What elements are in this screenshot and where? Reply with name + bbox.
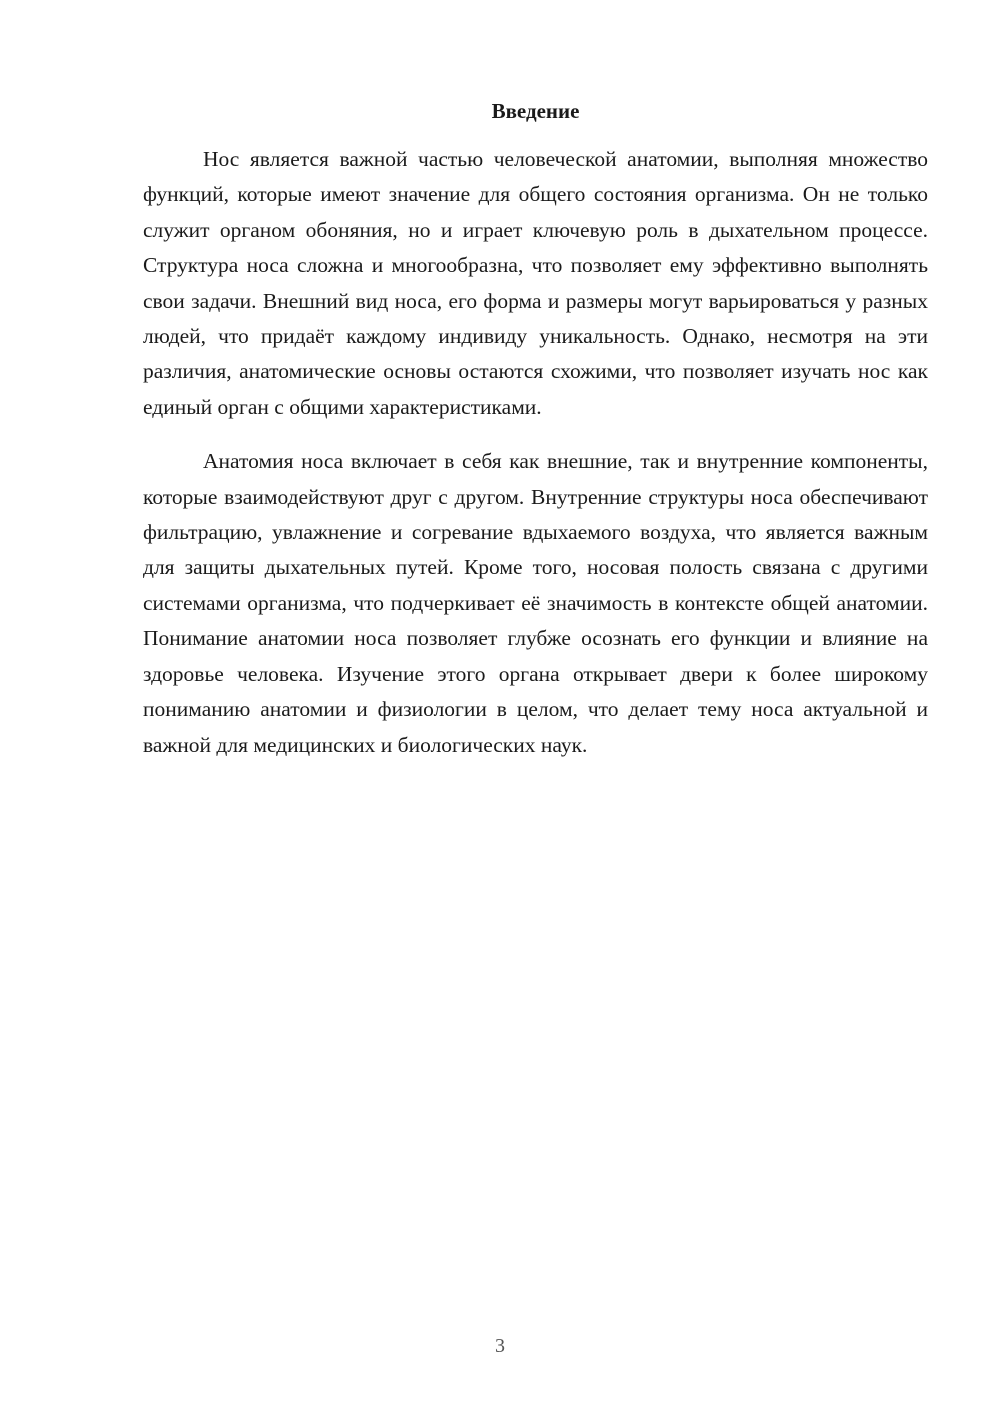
paragraph-2: Анатомия носа включает в себя как внешние, так и внутренние компоненты, которые взаимодействуют друг с другом. Внутренние структуры носа обеспечивают фильтрацию, увлажнение и согревание вдыхаемого воздуха, что является важным для защиты дыхательных путей. Кроме того, носовая полость связана с другими системами организма, что подчеркивает её значимость в контексте общей анатомии. Понимание анатомии носа позволяет глубже осознать его функции и влияние на здоровье человека. Изучение этого органа открывает двери к более широкому пониманию анатомии и физиологии в целом, что делает тему носа актуальной и важной для медицинских и биологических наук. [143,449,928,757]
body-text [143,142,928,763]
paragraph-1: Нос является важной частью человеческой анатомии, выполняя множество функций, которые имеют значение для общего состояния организма. Он не только служит органом обоняния, но и играет ключевую роль в дыхательном процессе. Структура носа сложна и многообразна, что позволяет ему эффективно выполнять свои задачи. Внешний вид носа, его форма и размеры могут варьироваться у разных людей, что придаёт каждому индивиду уникальность. Однако, несмотря на эти различия, анатомические основы остаются схожими, что позволяет изучать нос как единый орган с общими характеристиками. [143,147,928,419]
page-number: 3 [495,1335,505,1357]
section-title: Введение [491,99,580,123]
